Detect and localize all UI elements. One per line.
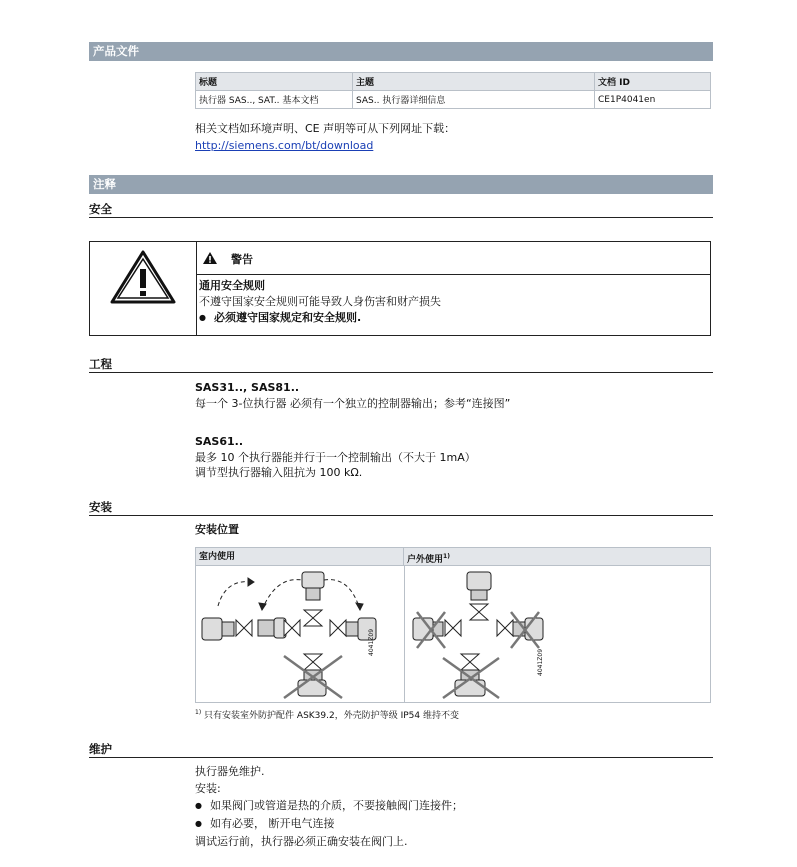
table-row (196, 91, 711, 109)
installation-figure (195, 547, 711, 703)
maintenance-line-3: 调试运行前，执行器必须正确安装在阀门上. (195, 835, 408, 848)
warning-title: 通用安全规则 (199, 279, 265, 292)
section-heading-maintenance: 维护 (89, 742, 713, 758)
warning-triangle-icon (90, 242, 196, 335)
figure-id-right: 4041Z09 (537, 648, 544, 676)
warning-text: 不遵守国家安全规则可能导致人身伤害和财产损失 (199, 295, 441, 308)
cell-topic: SAS.. 执行器详细信息 (353, 91, 595, 109)
warning-box (89, 241, 711, 336)
cell-doc-id: CE1P4041en (595, 91, 711, 109)
footnote-mark: 1) (195, 709, 202, 716)
col-header-title: 标题 (196, 73, 353, 91)
table-header-row (196, 73, 711, 91)
download-text: 相关文档如环境声明、CE 声明等可从下列网址下载： (195, 122, 456, 135)
document-table (195, 72, 711, 109)
engineering-text-1: 每一个 3-位执行器 必须有一个独立的控制器输出；参考“连接图” (195, 397, 511, 410)
engineering-text-2a: 最多 10 个执行器能并行于一个控制输出（不大于 1mA） (195, 451, 476, 464)
col-header-topic: 主题 (353, 73, 595, 91)
warning-symbol-cell (90, 242, 197, 335)
figure-id-left: 4041Z09 (368, 628, 375, 656)
cell-title: 执行器 SAS.., SAT.. 基本文档 (196, 91, 353, 109)
fig-header-outdoor (404, 548, 710, 566)
maintenance-bullet-2: ● 如有必要， 断开电气连接 (195, 815, 463, 833)
section-heading-engineering: 工程 (89, 357, 713, 373)
section-bar-notes: 注释 (89, 175, 713, 194)
engineering-text-2b: 调节型执行器输入阻抗为 100 kΩ. (195, 466, 363, 479)
installation-subtitle: 安装位置 (195, 523, 239, 536)
footnote-text: 只有安装室外防护配件 ASK39.2，外壳防护等级 IP54 维持不变 (204, 711, 459, 721)
model-sas31-sas81: SAS31.., SAS81.. (195, 381, 300, 394)
section-heading-safety: 安全 (89, 202, 713, 218)
maintenance-line-2: 安装: (195, 782, 221, 795)
outdoor-label: 户外使用 (407, 555, 444, 565)
section-bar-product-docs: 产品文件 (89, 42, 713, 61)
col-header-doc-id: 文档 ID (595, 73, 711, 91)
warning-small-icon (203, 252, 217, 264)
model-sas61: SAS61.. (195, 435, 244, 448)
maintenance-line-1: 执行器免维护. (195, 765, 265, 778)
fig-header-indoor: 室内使用 (196, 548, 404, 566)
warning-bullet: ● 必须遵守国家规定和安全规则. (199, 310, 441, 327)
maintenance-bullet-1: ● 如果阀门或管道是热的介质，不要接触阀门连接件； (195, 797, 463, 815)
section-heading-installation: 安装 (89, 500, 713, 516)
warning-header (197, 242, 710, 275)
warning-label: 警告 (231, 253, 253, 266)
installation-footnote (195, 705, 459, 724)
outdoor-mounting-diagram (405, 566, 710, 702)
outdoor-footnote-mark: 1) (443, 553, 450, 560)
download-link[interactable]: http://siemens.com/bt/download (195, 139, 374, 152)
